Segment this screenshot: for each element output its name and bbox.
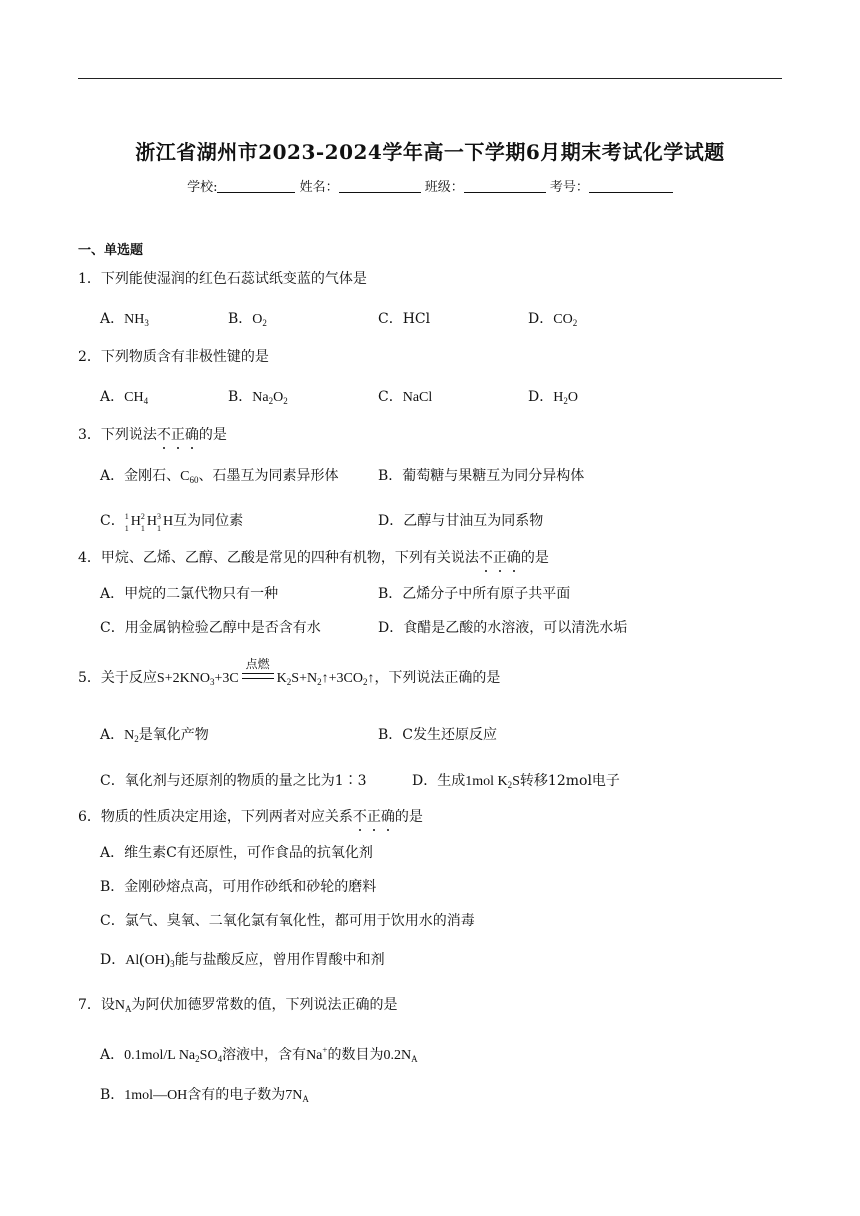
name-label: 姓名： <box>299 180 339 195</box>
q3-option-a[interactable]: A．金刚石、$C_{60}$、石墨互为同素异形体 <box>100 468 339 485</box>
q5-option-d[interactable]: D．生成1mol $K_2S$转移12mol电子 <box>412 773 620 790</box>
q3-option-c[interactable]: C． 1 1 H 2 1 H 3 1 H互为同位素 <box>100 512 244 533</box>
q2-option-d[interactable]: D．$H_2O$ <box>528 389 578 406</box>
student-info-line <box>0 176 860 195</box>
q5-option-b[interactable]: B．C发生还原反应 <box>378 727 497 743</box>
q7-option-b[interactable]: B．1mol—OH含有的电子数为$7N_A$ <box>100 1087 309 1104</box>
q6-option-b[interactable]: B．金刚砂熔点高，可用作砂纸和砂轮的磨料 <box>100 879 377 895</box>
q4-option-a[interactable]: A．甲烷的二氯代物只有一种 <box>100 586 279 602</box>
q1-option-a[interactable]: A．$NH_3$ <box>100 311 149 328</box>
q2-option-c[interactable]: C．NaCl <box>378 389 433 405</box>
q4-option-d[interactable]: D．食醋是乙酸的水溶液，可以清洗水垢 <box>378 620 628 636</box>
section-heading: 一、单选题 <box>78 243 144 258</box>
q3-option-d[interactable]: D．乙醇与甘油互为同系物 <box>378 513 544 529</box>
q1-option-b[interactable]: B．$O_2$ <box>228 311 267 328</box>
page-title: 浙江省湖州市2023-2024学年高一下学期6月期末考试化学试题 <box>135 140 725 164</box>
school-blank[interactable] <box>217 178 295 193</box>
q2-option-a[interactable]: A．$CH_4$ <box>100 389 149 406</box>
reaction-condition: 点燃 <box>240 669 276 687</box>
q4-stem: 4．甲烷、乙烯、乙醇、乙酸是常见的四种有机物，下列有关说法不正确的是 <box>78 550 549 566</box>
class-label: 班级： <box>424 180 464 195</box>
q2-stem: 2．下列物质含有非极性键的是 <box>78 349 269 365</box>
q6-option-a[interactable]: A．维生素C有还原性，可作食品的抗氧化剂 <box>100 845 373 861</box>
q7-option-a[interactable]: A．0.1mol/L $Na_2SO_4$溶液中，含有Na+的数目为$0.2N_A$ <box>100 1045 418 1064</box>
q4-option-b[interactable]: B．乙烯分子中所有原子共平面 <box>378 586 571 602</box>
q1-stem: 1．下列能使湿润的红色石蕊试纸变蓝的气体是 <box>78 271 367 287</box>
q6-option-c[interactable]: C．氯气、臭氧、二氧化氯有氧化性，都可用于饮用水的消毒 <box>100 913 475 929</box>
exam-no-label: 考号： <box>549 180 589 195</box>
header-rule <box>78 78 782 79</box>
q6-stem: 6．物质的性质决定用途，下列两者对应关系不正确的是 <box>78 809 423 825</box>
q3-stem: 3．下列说法不正确的是 <box>78 427 227 443</box>
class-blank[interactable] <box>464 178 546 193</box>
q5-stem: 5．关于反应$S+2KNO_3+3C$ 点燃 $K_2S+N_2↑+3CO_2↑$，下列说法正确的是 <box>78 657 501 687</box>
school-label: 学校: <box>187 180 218 195</box>
q1-option-c[interactable]: C．HCl <box>378 311 431 327</box>
q5-option-a[interactable]: A．$N_2$是氧化产物 <box>100 727 209 744</box>
q7-stem: 7．设$N_A$为阿伏加德罗常数的值，下列说法正确的是 <box>78 997 398 1014</box>
q1-option-d[interactable]: D．$CO_2$ <box>528 311 578 328</box>
exam-no-blank[interactable] <box>589 178 673 193</box>
name-blank[interactable] <box>339 178 421 193</box>
q3-option-b[interactable]: B．葡萄糖与果糖互为同分异构体 <box>378 468 585 484</box>
q4-option-c[interactable]: C．用金属钠检验乙醇中是否含有水 <box>100 620 321 636</box>
q2-option-b[interactable]: B．$Na_2O_2$ <box>228 389 288 406</box>
q5-option-c[interactable]: C．氧化剂与还原剂的物质的量之比为1∶3 <box>100 773 367 789</box>
q6-option-d[interactable]: D．$Al(OH)_3$能与盐酸反应，曾用作胃酸中和剂 <box>100 951 385 969</box>
